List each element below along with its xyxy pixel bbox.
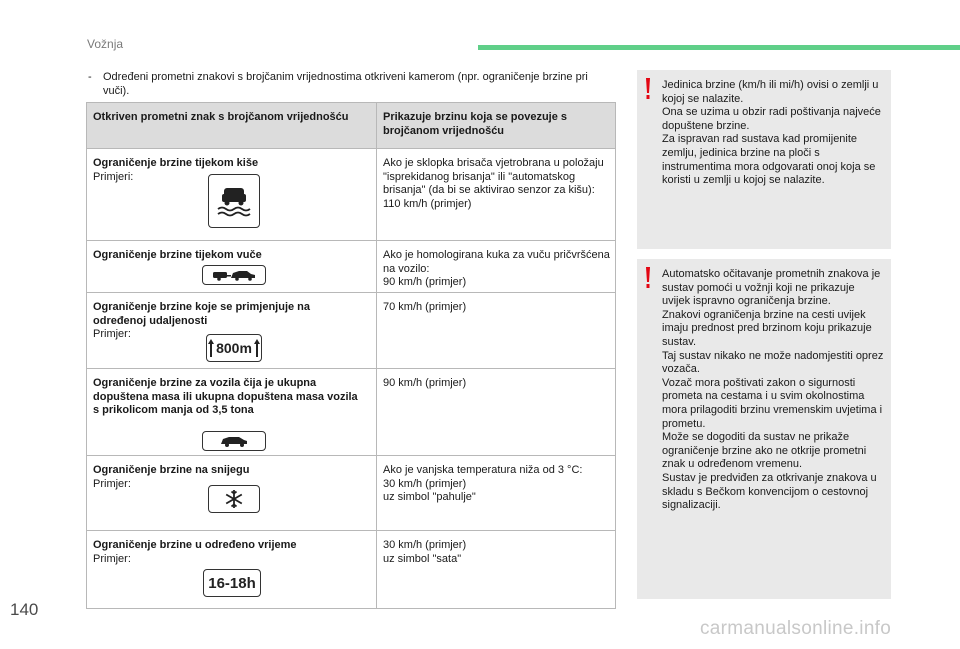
row-title: Ograničenje brzine za vozila čija je ukupna dopuštena masa ili ukupna dopuštena masa vozila s prikolicom manja od 3,5 tona — [93, 377, 358, 416]
column-divider — [376, 369, 377, 455]
note-text: Jedinica brzine (km/h ili mi/h) ovisi o zemlji u kojoj se nalazite. Ona se uzima u obzir radi poštivanja najveće dopuštene brzine. Za ispravan rad sustava kad promijenite zemlju, jedinica brzine na ploči s instrumentima mora odgovarati onoj koja se koristi u zemlji u kojoj se nalazite. — [662, 79, 881, 187]
note-text: Automatsko očitavanje prometnih znakova je sustav pomoći u vožnji koji ne prikazuje uvijek ispravno ograničenja brzine. Znakovi ograničenja brzine na cesti uvijek imaju prednost pred brzinom koju prikazuje sustav. Taj sustav nikako ne može nadomjestiti oprez vozača. Vozač mora poštivati zakon o sigurnosti prometa na cestama i u svim okolnostima mora prilagoditi brzinu vremenskim uvjetima i prometu. Može se dogoditi da sustav ne prikaže ograničenje brzine ako ne otkrije prometni znak u određenom vremenu. Sustav je predviđen za otkrivanje znakova u skladu s Bečkom konvencijom o cestovnoj signalizaciji. — [662, 268, 884, 512]
column-divider — [376, 149, 377, 240]
intro-text: Određeni prometni znakovi s brojčanim vrijednostima otkriveni kamerom (npr. ograničenje brzine pri vuči). — [103, 71, 588, 97]
distance-800m-sign — [206, 334, 262, 362]
row-title: Ograničenje brzine tijekom vuče — [93, 249, 262, 261]
table-row — [87, 368, 615, 455]
column-divider — [376, 293, 377, 368]
warning-exclamation-icon — [645, 78, 651, 100]
row-desc: Ako je sklopka brisača vjetrobrana u položaju "isprekidanog brisanja" ili "automatskog brisanja" (da bi se aktivirao senzor za kišu): 110 km/h (primjer) — [383, 157, 604, 210]
header-title: Vožnja — [87, 37, 124, 51]
table-row — [87, 455, 615, 530]
row-sub: Primjer: — [93, 477, 131, 490]
rain-road-car-icon — [208, 174, 260, 228]
column-header-detected-sign: Otkriven prometni znak s brojčanom vrijednošću — [93, 111, 349, 123]
table-row — [87, 240, 615, 292]
note-box-speed-unit — [637, 70, 891, 249]
row-sign-cell — [93, 539, 363, 566]
time-16-18h-sign — [203, 569, 261, 597]
header-accent-bar — [478, 45, 960, 50]
row-desc: Ako je vanjska temperatura niža od 3 °C: 30 km/h (primjer) uz simbol "pahulje" — [383, 464, 583, 503]
car-trailer-icon — [202, 265, 266, 285]
table-header-row — [87, 103, 615, 148]
page-number: 140 — [10, 600, 39, 619]
row-title: Ograničenje brzine tijekom kiše — [93, 157, 259, 169]
car-icon — [202, 431, 266, 451]
row-sub: Primjeri: — [93, 170, 134, 183]
column-divider — [376, 103, 377, 148]
snowflake-icon — [208, 485, 260, 513]
intro-dash: - — [88, 71, 92, 83]
row-sub: Primjer: — [93, 328, 131, 340]
row-sign-cell — [93, 377, 363, 418]
note-box-system-limits — [637, 259, 891, 599]
row-desc: 30 km/h (primjer) uz simbol "sata" — [383, 539, 467, 565]
row-sign-cell — [93, 249, 363, 263]
row-title: Ograničenje brzine na snijegu — [93, 464, 250, 476]
row-sub: Primjer: — [93, 552, 131, 565]
intro-paragraph — [88, 70, 608, 98]
column-divider — [376, 531, 377, 609]
table-row — [87, 530, 615, 609]
speed-sign-table — [86, 102, 616, 609]
row-desc: Ako je homologirana kuka za vuču pričvršćena na vozilo: 90 km/h (primjer) — [383, 249, 610, 288]
table-row — [87, 292, 615, 368]
warning-exclamation-icon — [645, 267, 651, 289]
row-title: Ograničenje brzine koje se primjenjuje na određenoj udaljenosti — [93, 301, 311, 327]
row-desc: 70 km/h (primjer) — [383, 301, 467, 313]
table-row — [87, 148, 615, 240]
sign-text: 16-18h — [208, 574, 256, 592]
column-divider — [376, 241, 377, 292]
column-header-displayed-speed: Prikazuje brzinu koja se povezuje s brojčanom vrijednošću — [383, 111, 568, 137]
row-title: Ograničenje brzine u određeno vrijeme — [93, 539, 297, 551]
watermark: carmanualsonline.info — [700, 618, 892, 639]
row-desc: 90 km/h (primjer) — [383, 377, 467, 389]
column-divider — [376, 456, 377, 530]
sign-text: 800m — [216, 340, 252, 356]
